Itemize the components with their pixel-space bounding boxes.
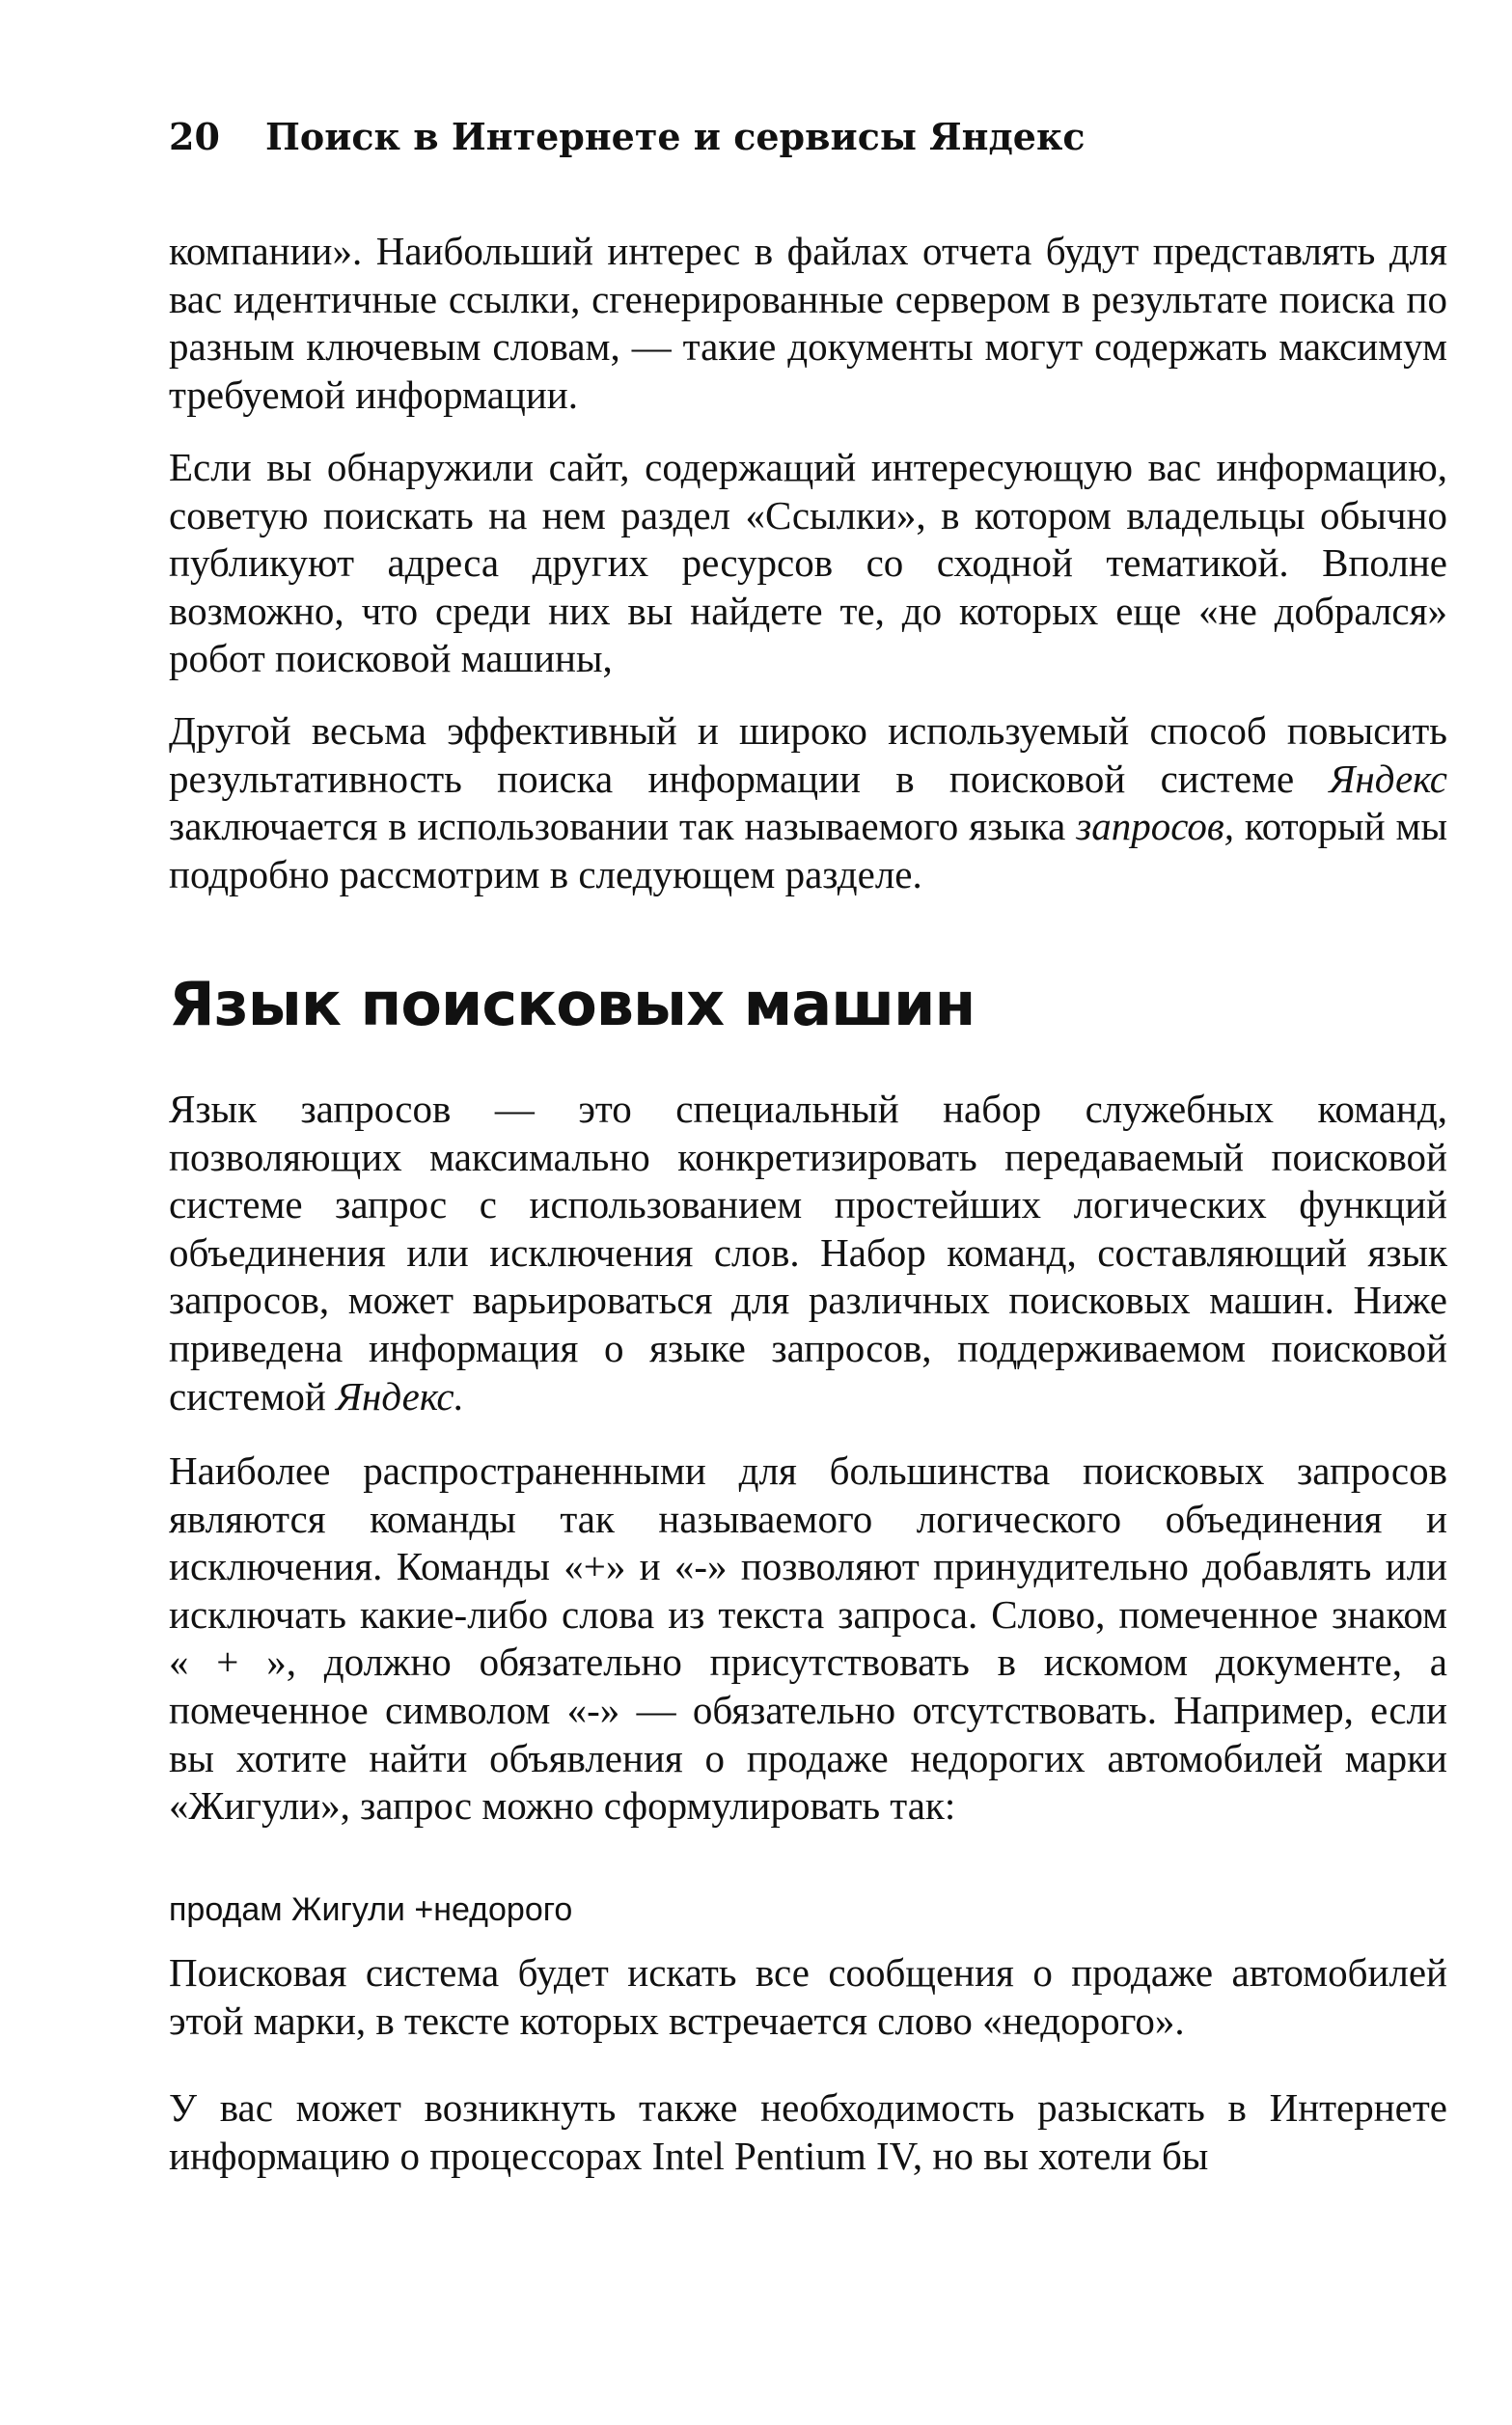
paragraph-processors <box>169 2084 1447 2180</box>
paragraph-text: Поисковая система будет искать все сообщения о продаже автомобилей этой марки, в тексте которых встречается слово «недорого». <box>169 1950 1447 2043</box>
page-number: 20 <box>169 115 220 158</box>
paragraph-text: компании». Наибольший интерес в файлах отчета будут представлять для вас идентичные ссылки, сгенерированные сервером в результате поиска по разным ключевым словам, — такие документы могут содержать максимум требуемой информации. <box>169 229 1447 417</box>
running-header-title: Поиск в Интернете и сервисы Яндекс <box>265 115 1086 158</box>
paragraph-logical-operators <box>169 1447 1447 1831</box>
paragraph-query-language-definition <box>169 1086 1447 1420</box>
paragraph-text <box>169 707 1447 898</box>
text-run: Другой весьма эффективный и широко используемый способ повысить результативность поиска информации в поисковой системе <box>169 708 1447 801</box>
text-run: заключается в использовании так называемого языка <box>169 804 1077 849</box>
query-example: продам Жигули +недорого <box>169 1891 573 1928</box>
paragraph-text: У вас может возникнуть также необходимость разыскать в Интернете информацию о процессорах Intel Pentium IV, но вы хотели бы <box>169 2085 1447 2178</box>
running-header <box>169 114 1086 160</box>
paragraph-text: Наиболее распространенными для большинства поисковых запросов являются команды так называемого логического объединения и исключения. Команды «+» и «-» позволяют принудительно добавлять или исключать какие-либо слова из текста запроса. Слово, помеченное знаком « + », должно обязательно присутствовать в искомом документе, а помеченное символом «-» — обязательно отсутствовать. Например, если вы хотите найти объявления о продаже недорогих автомобилей марки «Жигули», запрос можно сформулировать так: <box>169 1448 1447 1829</box>
paragraph-text <box>169 1086 1447 1420</box>
paragraph-text: Если вы обнаружили сайт, содержащий интересующую вас информацию, советую поискать на нем раздел «Ссылки», в котором владельцы обычно публикуют адреса других ресурсов со сходной тематикой. Вполне возможно, что среди них вы найдете те, до которых еще «не добрался» робот поисковой машины, <box>169 445 1447 681</box>
paragraph-search-result <box>169 1949 1447 2045</box>
emphasis-queries: запросов, <box>1076 804 1234 849</box>
section-heading: Язык поисковых машин <box>169 969 976 1039</box>
text-run: Язык запросов — это специальный набор служебных команд, позволяющих максимально конкретизировать передаваемый поисковой системе запрос с использованием простейших логических функций объединения или исключения слов. Набор команд, составляющий язык запросов, может варьироваться для различных поисковых машин. Ниже приведена информация о языке запросов, поддерживаемом поисковой системой <box>169 1087 1447 1419</box>
paragraph-links-section <box>169 444 1447 683</box>
paragraph-query-language-intro <box>169 707 1447 898</box>
paragraph-continuation <box>169 228 1447 419</box>
emphasis-yandex: Яндекс. <box>336 1373 464 1419</box>
text-run: который мы подробно рассмотрим в следующем разделе. <box>169 804 1448 896</box>
emphasis-yandex: Яндекс <box>1329 756 1447 801</box>
